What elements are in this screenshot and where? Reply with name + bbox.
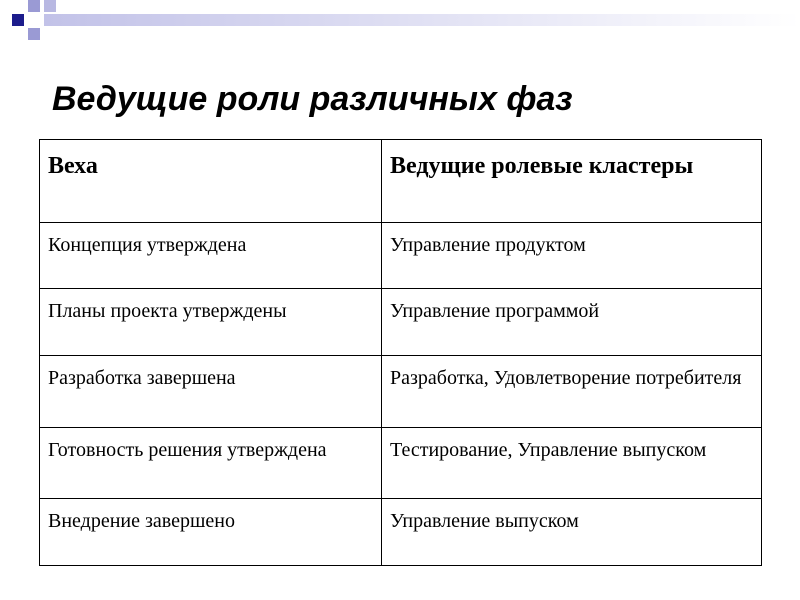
milestone-cell xyxy=(40,223,382,289)
milestone-text: Внедрение завершено xyxy=(48,510,235,532)
role-text: Тестирование, Управление выпуском xyxy=(390,439,707,461)
milestone-cell xyxy=(40,499,382,566)
table-row xyxy=(40,499,762,566)
decor-square-light xyxy=(44,0,56,12)
header-cell-role-clusters xyxy=(382,140,762,223)
table-row xyxy=(40,428,762,499)
milestones-table xyxy=(39,139,762,566)
role-cell xyxy=(382,223,762,289)
header-gradient-band xyxy=(44,14,800,26)
decor-square-light xyxy=(28,28,40,40)
role-text: Управление выпуском xyxy=(390,510,579,532)
table-row xyxy=(40,356,762,428)
role-text: Управление продуктом xyxy=(390,234,586,256)
milestone-text: Готовность решения утверждена xyxy=(48,439,327,461)
milestone-text: Разработка завершена xyxy=(48,367,236,389)
milestone-cell xyxy=(40,428,382,499)
header-label: Ведущие ролевые кластеры xyxy=(390,153,694,179)
role-cell xyxy=(382,356,762,428)
decor-square-light xyxy=(28,0,40,12)
table-row xyxy=(40,289,762,356)
header-cell-milestone xyxy=(40,140,382,223)
slide-title: Ведущие роли различных фаз xyxy=(52,80,573,118)
table-row xyxy=(40,223,762,289)
role-cell xyxy=(382,499,762,566)
milestone-cell xyxy=(40,356,382,428)
header-label: Веха xyxy=(48,153,98,179)
decor-square-dark xyxy=(12,14,24,26)
role-cell xyxy=(382,428,762,499)
milestone-text: Планы проекта утверждены xyxy=(48,300,287,322)
slide-header-decoration xyxy=(0,0,800,60)
role-text: Разработка, Удовлетворение потребителя xyxy=(390,367,742,389)
role-text: Управление программой xyxy=(390,300,600,322)
milestone-text: Концепция утверждена xyxy=(48,234,247,256)
milestone-cell xyxy=(40,289,382,356)
table-header-row xyxy=(40,140,762,223)
role-cell xyxy=(382,289,762,356)
